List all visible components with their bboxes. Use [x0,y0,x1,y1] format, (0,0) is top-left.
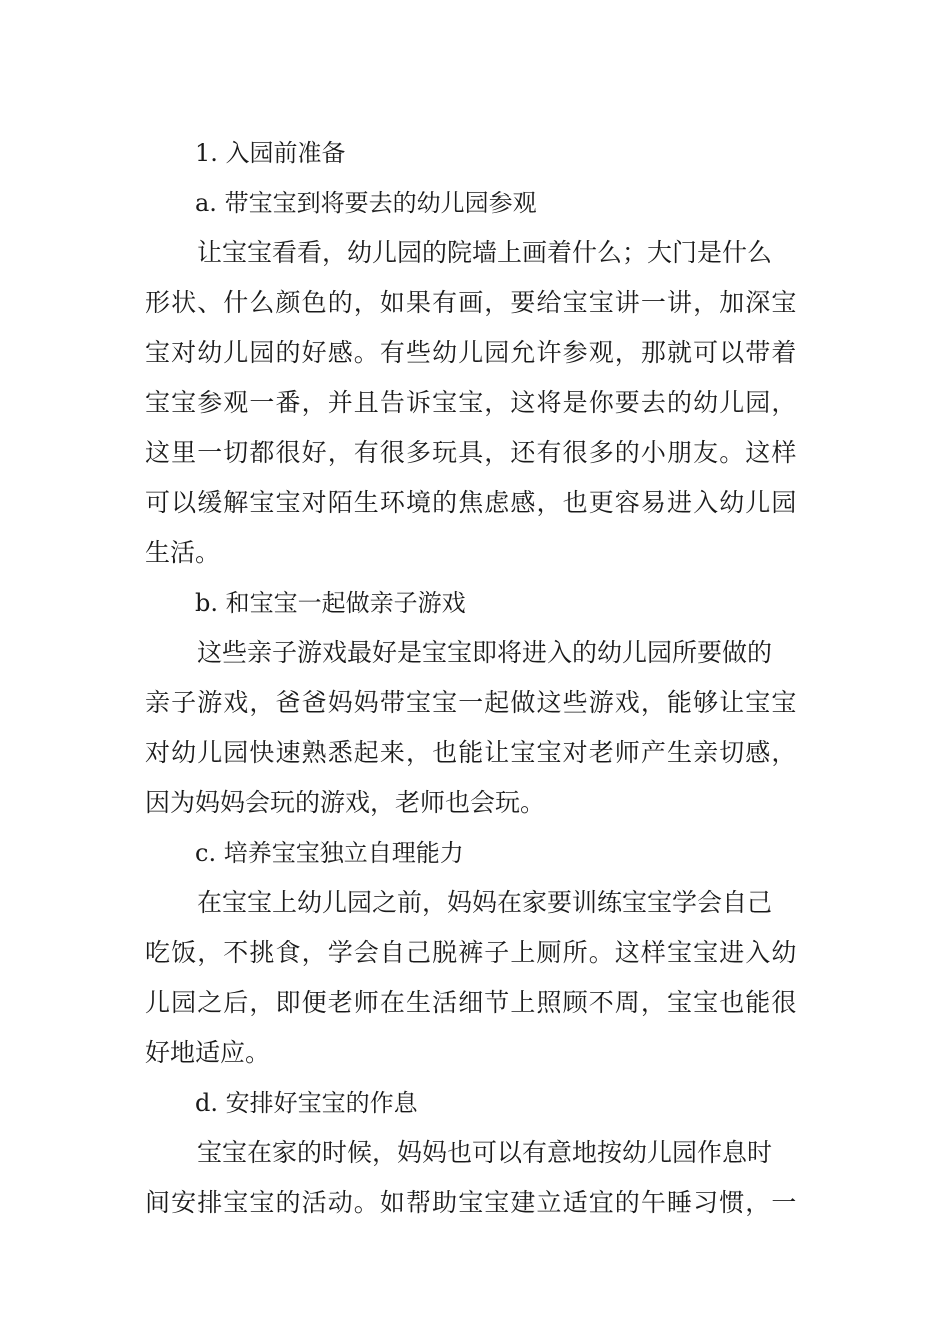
paragraph-line: 可以缓解宝宝对陌生环境的焦虑感，也更容易进入幼儿园 [145,488,798,517]
paragraph-line: 在宝宝上幼儿园之前，妈妈在家要训练宝宝学会自己 [197,888,773,917]
section-title: 1. 入园前准备 [195,139,346,167]
paragraph-line: 让宝宝看看，幼儿园的院墙上画着什么；大门是什么 [197,238,773,267]
paragraph-line: 好地适应。 [145,1038,271,1067]
paragraph-line: 吃饭，不挑食，学会自己脱裤子上厕所。这样宝宝进入幼 [145,938,798,967]
paragraph-line: 这里一切都很好，有很多玩具，还有很多的小朋友。这样 [145,438,798,467]
paragraph-line: 宝对幼儿园的好感。有些幼儿园允许参观，那就可以带着 [145,338,798,367]
paragraph-line: 间安排宝宝的活动。如帮助宝宝建立适宜的午睡习惯，一 [145,1188,798,1217]
document-body [145,128,810,1228]
paragraph-line: 亲子游戏，爸爸妈妈带宝宝一起做这些游戏，能够让宝宝 [145,688,798,717]
paragraph-line: 形状、什么颜色的，如果有画，要给宝宝讲一讲，加深宝 [145,288,798,317]
paragraph-line: 宝宝在家的时候，妈妈也可以有意地按幼儿园作息时 [197,1138,773,1167]
item-heading-b: b. 和宝宝一起做亲子游戏 [195,589,466,617]
paragraph-line: 宝宝参观一番，并且告诉宝宝，这将是你要去的幼儿园， [145,388,798,417]
paragraph-line: 对幼儿园快速熟悉起来，也能让宝宝对老师产生亲切感， [145,738,798,767]
item-heading-a: a. 带宝宝到将要去的幼儿园参观 [195,189,537,217]
paragraph-line: 这些亲子游戏最好是宝宝即将进入的幼儿园所要做的 [197,638,773,667]
paragraph-line: 儿园之后，即便老师在生活细节上照顾不周，宝宝也能很 [145,988,798,1017]
item-heading-d: d. 安排好宝宝的作息 [195,1089,418,1117]
paragraph-line: 因为妈妈会玩的游戏，老师也会玩。 [145,788,546,817]
item-heading-c: c. 培养宝宝独立自理能力 [195,839,464,867]
paragraph-line: 生活。 [145,538,221,567]
